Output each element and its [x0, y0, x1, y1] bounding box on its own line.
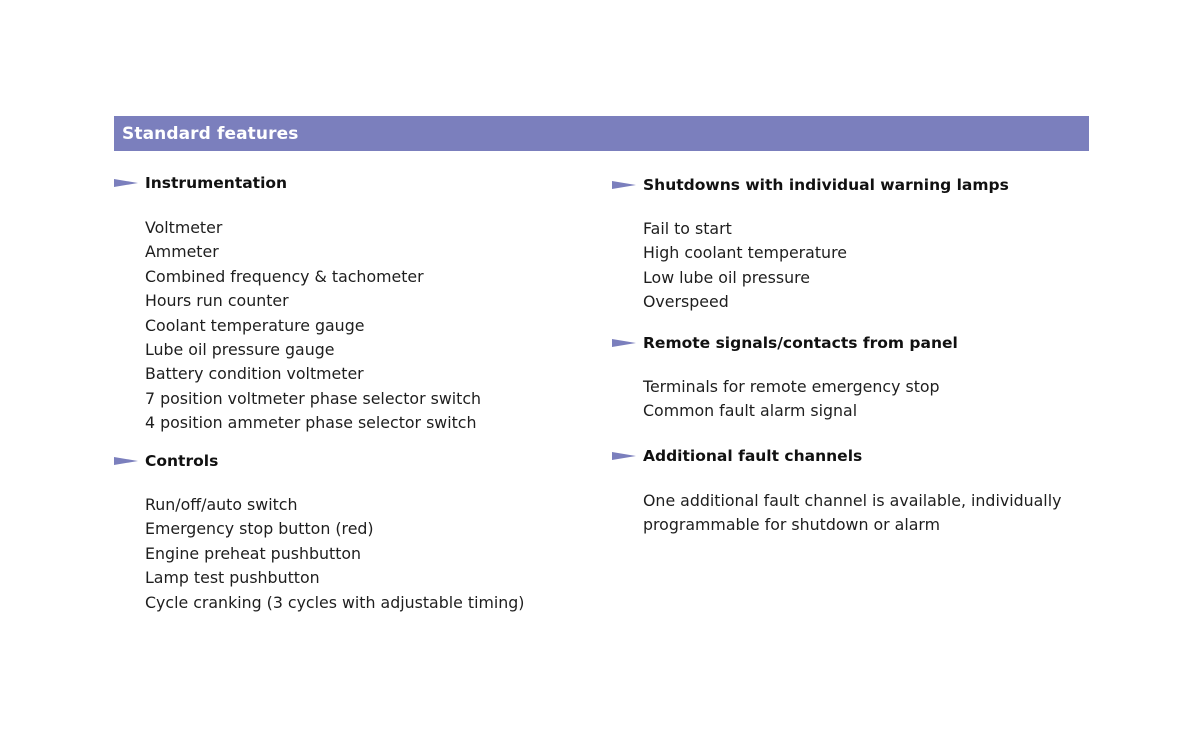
shutdowns-list — [643, 217, 1009, 315]
list-item: Common fault alarm signal — [643, 401, 858, 421]
additional-fault-description: One additional fault channel is available, individually programmable for shutdown or alarm — [643, 491, 1062, 535]
section-heading — [145, 172, 481, 194]
section-heading — [643, 445, 1073, 467]
section-heading — [145, 450, 524, 472]
list-item: Terminals for remote emergency stop — [643, 377, 940, 396]
arrow-right-icon — [612, 451, 636, 461]
controls-list — [145, 493, 524, 615]
list-item: Run/off/auto switch — [145, 495, 298, 514]
arrow-right-icon — [612, 338, 636, 348]
list-item: Coolant temperature gauge — [145, 315, 365, 335]
list-item: Hours run counter — [145, 291, 289, 311]
remote-signals-list — [643, 375, 958, 424]
section-instrumentation — [145, 172, 481, 436]
arrow-right-icon — [612, 180, 636, 190]
list-item: Cycle cranking (3 cycles with adjustable timing) — [145, 592, 525, 612]
list-item: Engine preheat pushbutton — [145, 543, 362, 563]
section-title-instrumentation: Instrumentation — [145, 174, 288, 192]
list-item: Emergency stop button (red) — [145, 519, 374, 539]
list-item: 7 position voltmeter phase selector switch — [145, 388, 482, 408]
section-remote-signals — [643, 332, 958, 424]
section-heading — [643, 174, 1009, 196]
list-item: Lamp test pushbutton — [145, 568, 320, 588]
section-controls — [145, 450, 524, 615]
section-title-additional-fault: Additional fault channels — [643, 447, 863, 465]
list-item: Lube oil pressure gauge — [145, 340, 335, 360]
list-item: Battery condition voltmeter — [145, 364, 364, 384]
list-item: Low lube oil pressure — [643, 267, 810, 287]
arrow-right-icon — [114, 178, 138, 188]
list-item: Voltmeter — [145, 218, 223, 237]
list-item: High coolant temperature — [643, 243, 847, 263]
list-item: Ammeter — [145, 242, 219, 262]
list-item: 4 position ammeter phase selector switch — [145, 413, 477, 433]
list-item: Combined frequency & tachometer — [145, 266, 424, 286]
list-item: Overspeed — [643, 292, 729, 312]
section-title-controls: Controls — [145, 452, 219, 470]
section-additional-fault — [643, 445, 1073, 538]
list-item: Fail to start — [643, 219, 732, 238]
header-bar — [114, 116, 1089, 151]
section-title-remote-signals: Remote signals/contacts from panel — [643, 334, 958, 352]
section-shutdowns — [643, 174, 1009, 315]
arrow-right-icon — [114, 456, 138, 466]
page-title: Standard features — [122, 123, 299, 144]
section-heading — [643, 332, 958, 354]
section-title-shutdowns: Shutdowns with individual warning lamps — [643, 176, 1009, 194]
instrumentation-list — [145, 216, 481, 436]
